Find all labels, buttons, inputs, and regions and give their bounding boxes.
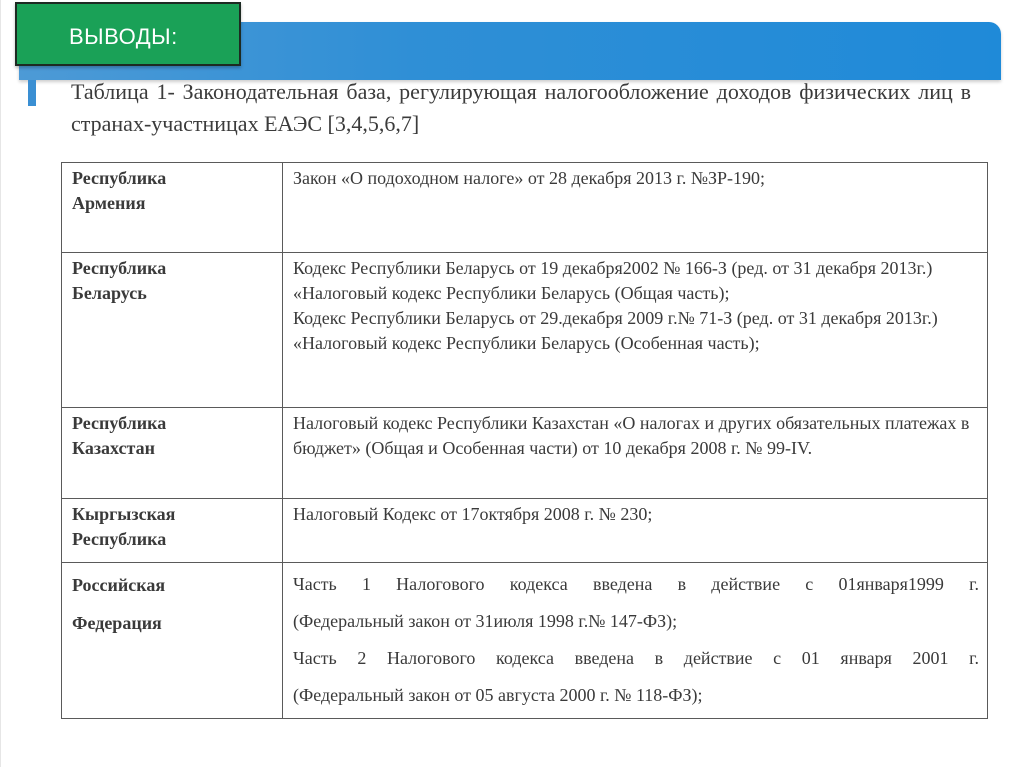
law-text: Часть 2 Налогового кодекса введена в действие с 01 января 2001 г. bbox=[293, 648, 979, 668]
country-name: Российская bbox=[72, 575, 166, 595]
law-text: (Федеральный закон от 05 августа 2000 г. № 118-ФЗ); bbox=[293, 685, 703, 705]
country-cell bbox=[62, 163, 283, 253]
header-accent bbox=[28, 80, 36, 106]
title-box bbox=[15, 2, 241, 66]
country-name: Казахстан bbox=[72, 438, 155, 458]
country-cell bbox=[62, 408, 283, 499]
law-text: Часть 1 Налогового кодекса введена в действие с 01января1999 г. bbox=[293, 574, 979, 594]
country-name: Республика bbox=[72, 258, 167, 278]
laws-cell bbox=[283, 163, 988, 253]
slide-title: ВЫВОДЫ: bbox=[69, 24, 178, 49]
law-text: Кодекс Республики Беларусь от 19 декабря2002 № 166-З (ред. от 31 декабря 2013г.) «Налоговый кодекс Республики Беларусь (Общая часть); bbox=[293, 258, 933, 303]
country-cell bbox=[62, 253, 283, 408]
laws-cell bbox=[283, 408, 988, 499]
country-name: Беларусь bbox=[72, 283, 147, 303]
table-row bbox=[62, 563, 988, 719]
legislation-table bbox=[61, 162, 988, 719]
law-text: (Федеральный закон от 31июля 1998 г.№ 147-ФЗ); bbox=[293, 611, 678, 631]
country-cell bbox=[62, 563, 283, 719]
table-row bbox=[62, 499, 988, 563]
country-name: Армения bbox=[72, 193, 146, 213]
country-name: Кыргызская bbox=[72, 504, 176, 524]
table-row bbox=[62, 408, 988, 499]
law-text: Закон «О подоходном налоге» от 28 декабря 2013 г. №ЗР-190; bbox=[293, 168, 766, 188]
law-text: Налоговый Кодекс от 17октября 2008 г. № 230; bbox=[293, 504, 653, 524]
country-name: Республика bbox=[72, 168, 167, 188]
country-name: Федерация bbox=[72, 613, 162, 633]
country-name: Республика bbox=[72, 413, 167, 433]
laws-cell bbox=[283, 253, 988, 408]
table-row bbox=[62, 163, 988, 253]
law-text: Кодекс Республики Беларусь от 29.декабря 2009 г.№ 71-З (ред. от 31 декабря 2013г.) «Налоговый кодекс Республики Беларусь (Особенная часть); bbox=[293, 308, 938, 353]
law-text: Налоговый кодекс Республики Казахстан «О налогах и других обязательных платежах в бюджет» (Общая и Особенная части) от 10 декабря 2008 г. № 99-IV. bbox=[293, 413, 970, 458]
country-cell bbox=[62, 499, 283, 563]
country-name: Республика bbox=[72, 529, 167, 549]
laws-cell bbox=[283, 563, 988, 719]
table-row bbox=[62, 253, 988, 408]
table-caption: Таблица 1- Законодательная база, регулирующая налогообложение доходов физических лиц в странах-участницах ЕАЭС [3,4,5,6,7] bbox=[71, 79, 971, 136]
laws-cell bbox=[283, 499, 988, 563]
